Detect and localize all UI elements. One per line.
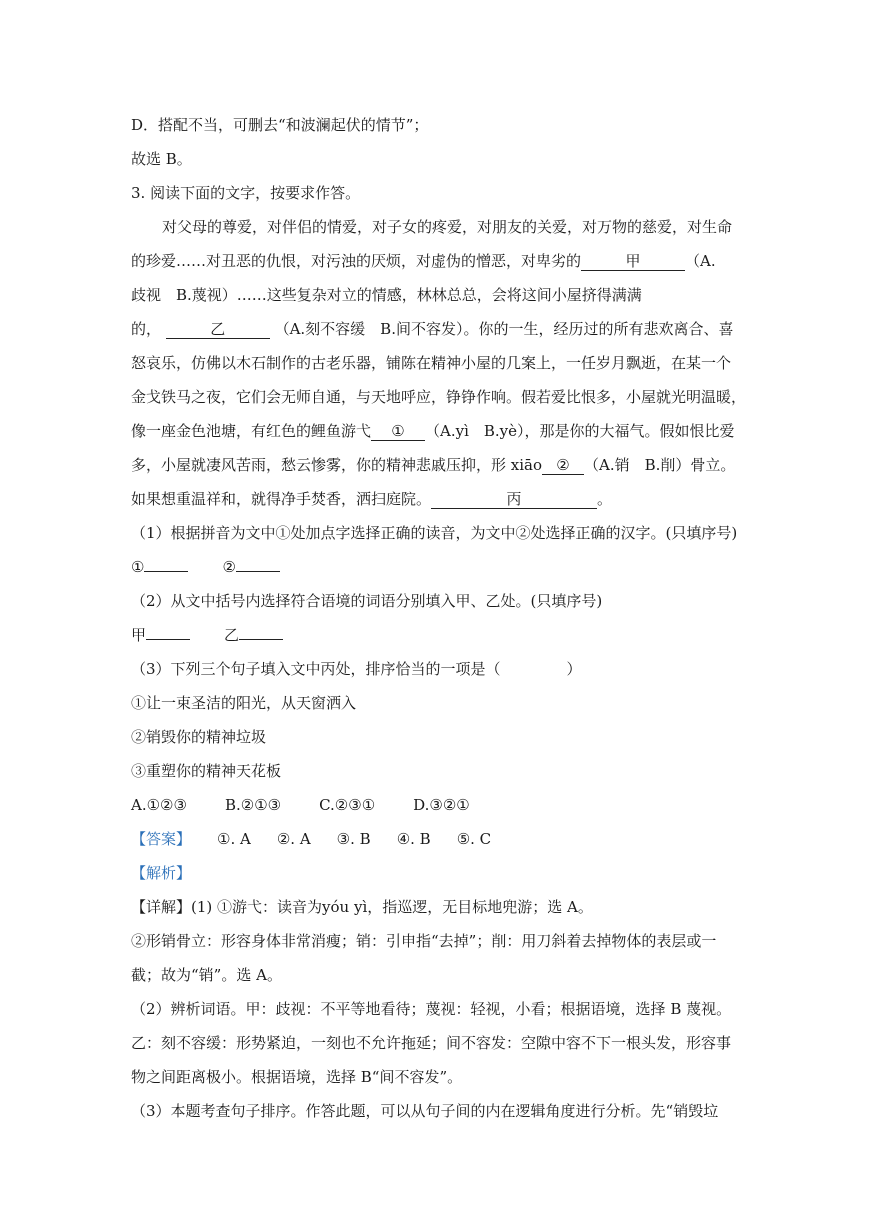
detail-label: 【详解】 [131,898,192,916]
detail-line-5: 乙：刻不容缓：形势紧迫，一刻也不允许拖延；间不容发：空隙中容不下一根头发，形容事 [131,1034,732,1052]
option-c: C.②③① [319,796,376,814]
passage-text: （A.销 B.削）骨立。 [584,456,736,474]
answer-blank [236,571,280,572]
sentence-2: ②销毁你的精神垃圾 [131,728,267,746]
passage-text: （A. [685,252,716,270]
answer-item: ③. B [336,830,371,848]
answer-blank [239,639,283,640]
answer-blank [146,639,190,640]
passage-line-1: 对父母的尊爱，对伴侣的情爱，对子女的疼爱，对朋友的关爱，对万物的慈爱，对生命 [162,218,733,236]
question-3-heading: 3. 阅读下面的文字，按要求作答。 [131,184,361,202]
passage-line-2 [131,244,741,278]
passage-line-7 [131,414,741,448]
sub-question-2-blanks [131,618,741,652]
conclusion-line: 故选 B。 [131,150,192,168]
blank-label: 乙 [224,626,240,644]
passage-line-3: 歧视 B.蔑视）……这些复杂对立的情感，林林总总，会将这间小屋挤得满满 [131,286,642,304]
passage-text: （A.刻不容缓 B.间不容发）。你的一生，经历过的所有悲欢离合、喜 [274,320,734,338]
sub-question-1: （1）根据拼音为文中①处加点字选择正确的读音，为文中②处选择正确的汉字。(只填序号) [131,524,738,542]
blank-1: ① [371,422,425,441]
sentence-1: ①让一束圣洁的阳光，从天窗洒入 [131,694,357,712]
option-d: D.③②① [413,796,470,814]
passage-text: 如果想重温祥和，就得净手焚香，洒扫庭院。 [131,490,432,508]
detail-line-6: 物之间距离极小。根据语境，选择 B“间不容发”。 [131,1068,463,1086]
passage-line-6: 金戈铁马之夜，它们会无师自通，与天地呼应，铮铮作响。假若爱比恨多，小屋就光明温暖， [131,388,747,406]
option-d-explanation: D．搭配不当，可删去“和波澜起伏的情节”； [131,116,429,134]
passage-text: 。 [597,490,613,508]
passage-line-9 [131,482,741,516]
blank-label: ② [222,558,236,576]
detail-text: (1) ①游弋：读音为yóu yì，指巡逻，无目标地兜游；选 A。 [191,898,593,916]
passage-line-4 [131,312,741,346]
passage-line-5: 怒哀乐，仿佛以木石制作的古老乐器，铺陈在精神小屋的几案上，一任岁月飘逝，在某一个 [131,354,732,372]
detail-line-4: （2）辨析词语。甲：歧视：不平等地看待；蔑视：轻视，小看；根据语境，选择 B 蔑视。 [131,1000,732,1018]
passage-text: （A.yì B.yè），那是你的大福气。假如恨比爱 [425,422,735,440]
blank-2: ② [542,456,584,475]
blank-label: 甲 [131,626,147,644]
answer-item: ④. B [396,830,431,848]
detail-line-3: 截；故为“销”。选 A。 [131,966,282,984]
answer-label: 【答案】 [131,830,192,848]
question-text: （3）下列三个句子填入文中丙处，排序恰当的一项是（ [131,660,501,678]
answer-item: ②. A [276,830,311,848]
detail-line-2: ②形销骨立：形容身体非常消瘦；销：引申指“去掉”；削：用刀斜着去掉物体的表层或一 [131,932,717,950]
choice-options [131,788,741,822]
sub-question-2: （2）从文中括号内选择符合语境的词语分别填入甲、乙处。(只填序号) [131,592,603,610]
detail-line-7: （3）本题考查句子排序。作答此题，可以从句子间的内在逻辑角度进行分析。先“销毁垃 [131,1102,719,1120]
document-page [131,108,747,1128]
blank-bing: 丙 [431,490,597,509]
option-b: B.②①③ [224,796,282,814]
blank-yi: 乙 [166,320,270,339]
answer-blank [144,571,188,572]
sub-question-3 [131,652,741,686]
option-a: A.①②③ [131,796,187,814]
analysis-label: 【解析】 [131,864,192,882]
blank-jia: 甲 [581,252,685,271]
passage-text: 像一座金色池塘，有红色的鲤鱼游弋 [131,422,372,440]
sentence-3: ③重塑你的精神天花板 [131,762,282,780]
answer-item: ⑤. C [456,830,492,848]
passage-text: 多，小屋就凄风苦雨，愁云惨雾，你的精神悲戚压抑，形 xiāo [131,456,543,474]
passage-text: 的， [131,320,162,338]
answer-line [131,822,741,856]
passage-text: 的珍爱……对丑恶的仇恨，对污浊的厌烦，对虚伪的憎恶，对卑劣的 [131,252,582,270]
answer-item: ①. A [217,830,251,848]
passage-line-8 [131,448,741,482]
blank-label: ① [131,558,145,576]
sub-question-1-blanks [131,550,741,584]
detail-line-1 [131,890,741,924]
question-text: ） [566,660,582,678]
